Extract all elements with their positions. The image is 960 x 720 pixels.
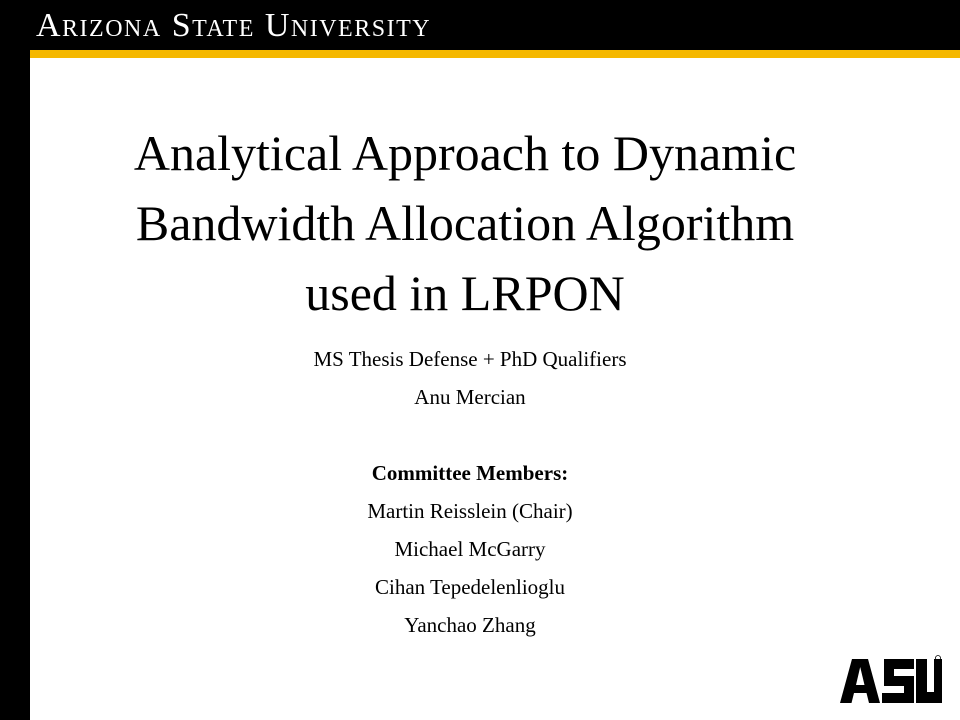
subtitle-block — [150, 340, 790, 644]
committee-member: Yanchao Zhang — [404, 613, 536, 637]
author-name: Anu Mercian — [414, 385, 526, 409]
event-name: MS Thesis Defense + PhD Qualifiers — [313, 347, 627, 371]
committee-member: Cihan Tepedelenlioglu — [374, 575, 565, 599]
title-line: Analytical Approach to Dynamic — [133, 125, 797, 181]
asu-logo-icon — [838, 655, 942, 705]
title-line: Bandwidth Allocation Algorithm — [135, 195, 795, 251]
committee-heading: Committee Members: — [371, 461, 569, 485]
committee-member: Michael McGarry — [394, 537, 546, 561]
university-banner: Arizona State University — [36, 7, 432, 44]
gold-stripe — [0, 50, 960, 58]
spacer — [150, 416, 790, 454]
committee-member: Martin Reisslein (Chair) — [367, 499, 573, 523]
left-sidebar-bar — [0, 0, 30, 720]
slide-title — [60, 118, 870, 328]
title-line: used in LRPON — [305, 265, 625, 321]
